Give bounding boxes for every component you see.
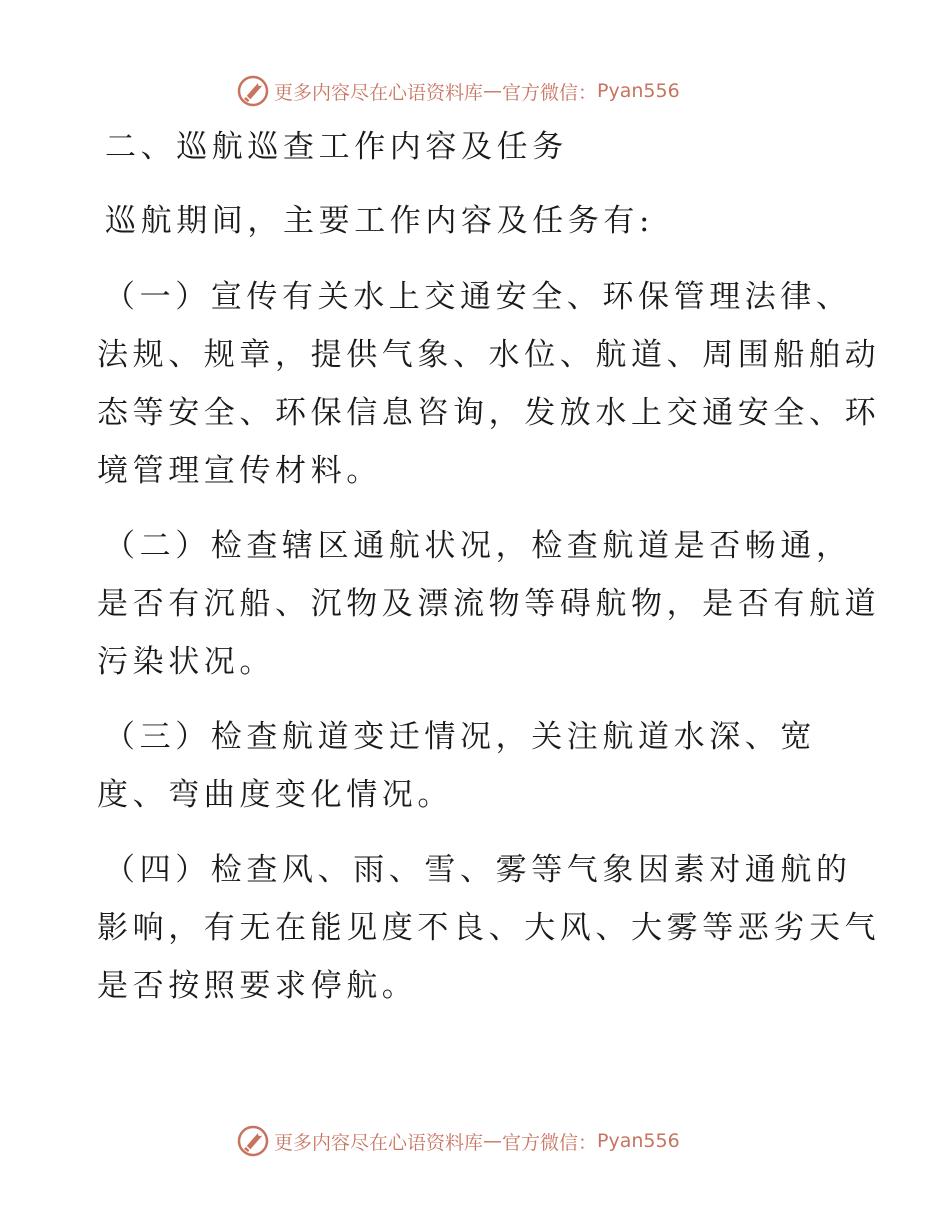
watermark-separator: — xyxy=(483,80,503,102)
item4-line1: （四）检查风、雨、雪、雾等气象因素对通航的 xyxy=(104,852,852,888)
intro-paragraph: 巡航期间，主要工作内容及任务有: xyxy=(105,203,655,239)
item1-line2: 法规、规章，提供气象、水位、航道、周围船舶动 xyxy=(97,337,881,373)
pen-logo-icon xyxy=(236,1124,270,1158)
pen-logo-icon xyxy=(236,74,270,108)
watermark-wechat-id: Pyan556 xyxy=(597,1130,680,1152)
item4-line3: 是否按照要求停航。 xyxy=(97,968,418,1004)
watermark-wechat-label: 官方微信： xyxy=(502,81,598,104)
item2-line2: 是否有沉船、沉物及漂流物等碍航物，是否有航道 xyxy=(97,586,881,622)
item2-line3: 污染状况。 xyxy=(97,644,275,680)
item4-line2: 影响，有无在能见度不良、大风、大雾等恶劣天气 xyxy=(97,910,881,946)
section-title: 二、巡航巡查工作内容及任务 xyxy=(105,129,568,165)
header-watermark xyxy=(236,74,680,108)
item2-line1: （二）检查辖区通航状况，检查航道是否畅通， xyxy=(104,528,852,564)
footer-watermark xyxy=(236,1124,680,1158)
watermark-separator: — xyxy=(483,1130,503,1152)
watermark-wechat-label: 官方微信： xyxy=(502,1131,598,1154)
item1-line4: 境管理宣传材料。 xyxy=(97,453,382,489)
watermark-text: 更多内容尽在心语资料库 xyxy=(274,1131,484,1154)
item3-line2: 度、弯曲度变化情况。 xyxy=(97,777,453,813)
watermark-wechat-id: Pyan556 xyxy=(597,80,680,102)
item1-line1: （一）宣传有关水上交通安全、环保管理法律、 xyxy=(104,279,852,315)
item1-line3: 态等安全、环保信息咨询，发放水上交通安全、环 xyxy=(97,395,881,431)
watermark-text: 更多内容尽在心语资料库 xyxy=(274,81,484,104)
item3-line1: （三）检查航道变迁情况，关注航道水深、宽 xyxy=(104,719,816,755)
